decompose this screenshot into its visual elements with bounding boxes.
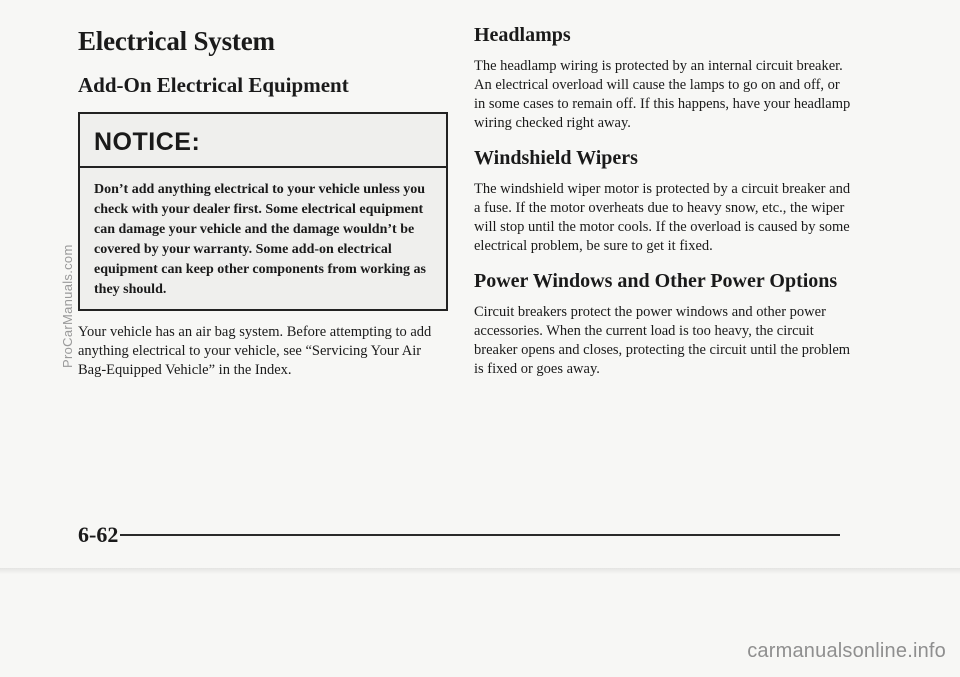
airbag-paragraph: Your vehicle has an air bag system. Before attempting to add anything electrical to your vehicle, see “Servicing Your Air Bag-Equipped Vehicle” in the Index. xyxy=(78,324,432,378)
left-column xyxy=(78,18,450,380)
headlamps-text: The headlamp wiring is protected by an internal circuit breaker. An electrical overload will cause the lamps to go on and off, or in some cases to remain off. If this happens, have your headlamp wiring checked right away. xyxy=(474,58,851,131)
side-watermark: ProCarManuals.com xyxy=(60,244,75,368)
notice-text: Don’t add anything electrical to your vehicle unless you check with your dealer first. Some electrical equipment can damage your vehicle and the damage wouldn’t be covered by your warranty. Some add-on electrical equipment can keep other components from working as they should. xyxy=(94,182,426,297)
right-column xyxy=(474,24,854,379)
wipers-text: The windshield wiper motor is protected by a circuit breaker and a fuse. If the motor overheats due to heavy snow, etc., the wiper will stop until the motor cools. If the overload is caused by some electrical problem, be sure to get it fixed. xyxy=(474,181,851,254)
notice-label: NOTICE: xyxy=(80,114,446,168)
headlamps-heading: Headlamps xyxy=(474,24,571,46)
power-options-text: Circuit breakers protect the power windows and other power accessories. When the current load is too heavy, the circuit breaker opens and closes, protecting the circuit until the problem is fixed or goes away. xyxy=(474,304,851,377)
footer-watermark: carmanualsonline.info xyxy=(747,640,946,662)
page-rule xyxy=(120,534,840,536)
subsection-title: Add-On Electrical Equipment xyxy=(78,73,349,97)
page-number: 6-62 xyxy=(78,522,119,547)
power-options-heading: Power Windows and Other Power Options xyxy=(474,270,838,292)
notice-box xyxy=(78,112,448,311)
section-title: Electrical System xyxy=(78,26,275,56)
scan-edge xyxy=(0,568,960,574)
wipers-heading: Windshield Wipers xyxy=(474,147,638,169)
